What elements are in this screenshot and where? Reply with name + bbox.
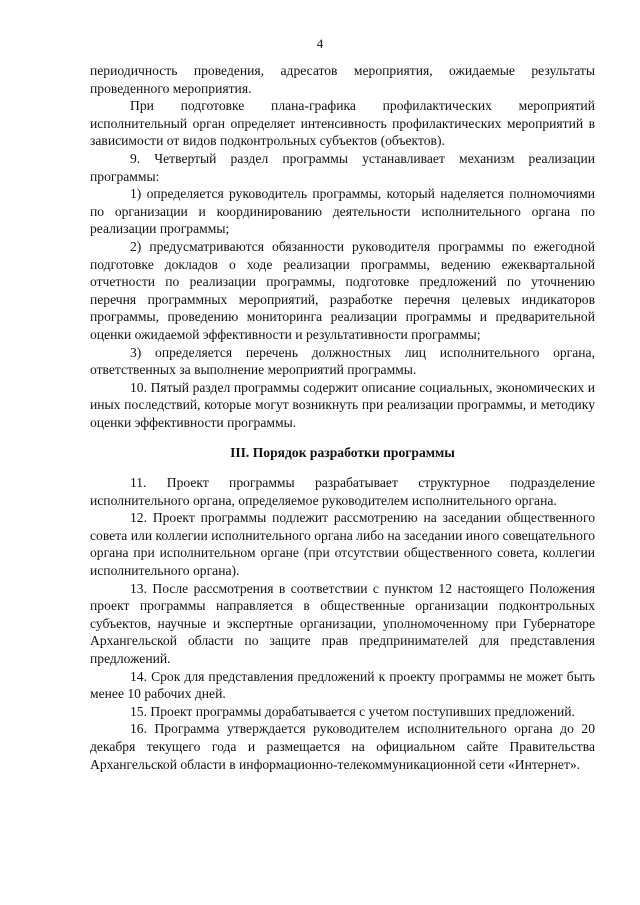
paragraph-subitem-1: 1) определяется руководитель программы, который наделяется полномочиями по организации и координированию деятельности исполнительного органа по реализации программы; (90, 186, 595, 237)
paragraph-subitem-3: 3) определяется перечень должностных лиц исполнительного органа, ответственных за выполнение мероприятий программы. (90, 344, 595, 378)
paragraph-item-13: 13. После рассмотрения в соответствии с пунктом 12 настоящего Положения проект программы направляется в общественные организации подконтрольных субъектов, научные и экспертные организации, уполномоченному при Губернаторе Архангельской области по защите прав предпринимателей для представления предложений. (90, 580, 595, 666)
paragraph-item-15: 15. Проект программы дорабатывается с учетом поступивших предложений. (130, 703, 575, 719)
paragraph: При подготовке плана-графика профилактических мероприятий исполнительный орган определяет интенсивность профилактических мероприятий в зависимости от видов подконтрольных субъектов (объектов). (90, 98, 595, 149)
paragraph-item-14: 14. Срок для представления предложений к проекту программы не может быть менее 10 рабочих дней. (90, 668, 595, 702)
paragraph-item-12: 12. Проект программы подлежит рассмотрению на заседании общественного совета или коллегии исполнительного органа либо на заседании иного совещательного органа при исполнительном органе (при отсутствии общественного совета, коллегии исполнительного органа). (90, 510, 595, 579)
paragraph-continuation: периодичность проведения, адресатов мероприятия, ожидаемые результаты проведенного мероприятия. (90, 63, 595, 96)
paragraph-item-16: 16. Программа утверждается руководителем исполнительного органа до 20 декабря текущего года и размещается на официальном сайте Правительства Архангельской области в информационно-телекоммуникационной сети «Интернет». (90, 721, 595, 772)
document-body (90, 62, 595, 773)
section-heading: III. Порядок разработки программы (230, 445, 455, 461)
page-number: 4 (316, 36, 324, 51)
paragraph-item-9: 9. Четвертый раздел программы устанавливает механизм реализации программы: (90, 150, 595, 184)
paragraph-item-11: 11. Проект программы разрабатывает структурное подразделение исполнительного органа, определяемое руководителем исполнительного органа. (90, 475, 595, 508)
paragraph-item-10: 10. Пятый раздел программы содержит описание социальных, экономических и иных последствий, которые могут возникнуть при реализации программы, и методику оценки эффективности программы. (90, 379, 595, 430)
paragraph-subitem-2: 2) предусматриваются обязанности руководителя программы по ежегодной подготовке докладов о ходе реализации программы, ведению ежеквартальной отчетности по реализации программы, подготовке предложений по уточнению перечня программных мероприятий, разработке перечня целевых индикаторов программы, проведению мониторинга реализации программы и предварительной оценки ожидаемой эффективности и результативности программы; (90, 238, 595, 342)
